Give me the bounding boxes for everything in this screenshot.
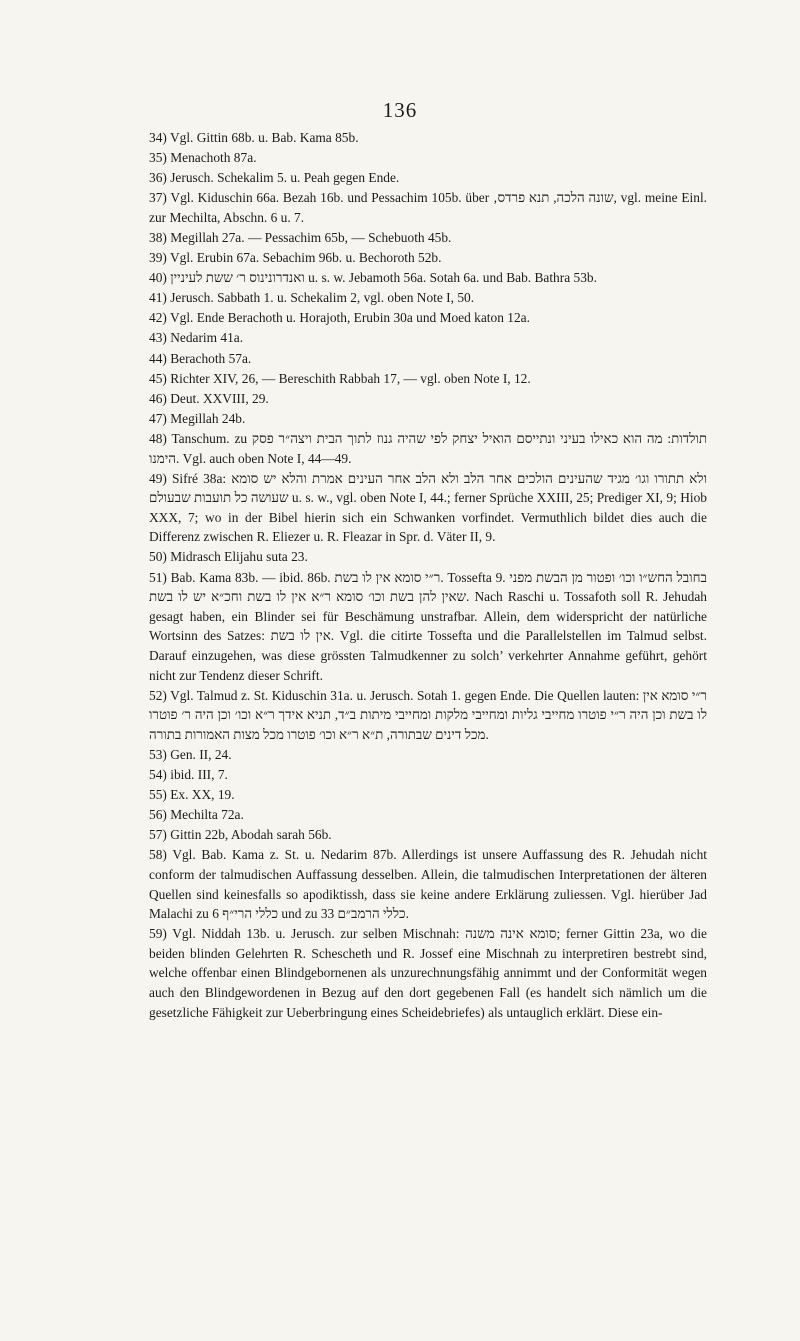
footnote <box>149 268 707 288</box>
footnote <box>149 248 707 268</box>
footnote-number: 41) <box>149 290 167 306</box>
footnote-text: Midrasch Elijahu suta 23. <box>170 549 308 565</box>
footnote-text: Tanschum. zu תולדות: מה הוא כאילו בעיני ונתייסם הואיל יצחק לפי שהיה גנוז לתוך הבית ויצה״ר פסק הימנו. Vgl. auch oben Note I, 44—49. <box>149 430 707 466</box>
footnote <box>149 805 707 825</box>
footnote-text: Vgl. Bab. Kama z. St. u. Nedarim 87b. Allerdings ist unsere Auffassung des R. Jehudah nicht conform der talmudischen Auffassung desselben. Allein, die talmudischen Interpretationen der älteren Quellen sind keinesfalls so apodiktissh, dass sie keine andere Erklärung zuliessen. Vgl. hierüber Jad Malachi zu כללי הרי״ף 6 und zu כללי הרמב״ם 33. <box>149 847 707 922</box>
footnote-text: Sifré 38a: ולא תתורו וגו׳ מגיד שהעינים הולכים אחר הלב ולא הלב אחר העינים אמרת והלא יש סומא שעושה כל תועבות שבעולם u. s. w., vgl. oben Note I, 44.; ferner Sprüche XXIII, 25; Prediger XI, 9; Hiob XXX, 7; wo in der Bibel hierin sich ein Schwanken vorfindet. Vermuthlich bildet dies auch die Differenz zwischen R. Eliezer u. R. Fleazar in Spr. d. Väter II, 9. <box>149 470 707 545</box>
footnote <box>149 409 707 429</box>
footnote-text: Deut. XXVIII, 29. <box>170 390 269 406</box>
footnote-text: Vgl. Talmud z. St. Kiduschin 31a. u. Jerusch. Sotah 1. gegen Ende. Die Quellen lauten: ר״י סומא אין לו בשת וכן היה ר״י פוטרו מחייבי גליות ומחייבי מלקות ומחייבי מיתות ב״ד, תניא אידך ר״א וכו׳ וכן היה ר׳ פוטרו מכל דינים שבתורה, ת״א ר״א וכו׳ פוטרו מכל מצות האמורות בתורה. <box>149 687 707 742</box>
footnote-number: 51) <box>149 569 167 585</box>
footnote <box>149 785 707 805</box>
footnote-text: Jerusch. Schekalim 5. u. Peah gegen Ende. <box>170 170 400 186</box>
footnote-number: 38) <box>149 229 167 245</box>
footnote-text: Vgl. Kiduschin 66a. Bezah 16b. und Pessachim 105b. über ‚שונה הלכה, תנא פרדס, vgl. meine Einl. zur Mechilta, Abschn. 6 u. 7. <box>149 190 708 225</box>
footnote <box>149 369 707 389</box>
footnote-text: Megillah 24b. <box>170 410 246 426</box>
footnote-number: 56) <box>149 807 167 823</box>
footnote-number: 45) <box>149 370 167 386</box>
footnote-text: Ex. XX, 19. <box>170 787 235 803</box>
footnote-number: 48) <box>149 430 167 446</box>
footnote-text: Vgl. Ende Berachoth u. Horajoth, Erubin 30a und Moed katon 12a. <box>169 310 530 326</box>
footnote-text: Gittin 22b, Abodah sarah 56b. <box>170 827 332 843</box>
footnote-number: 40) <box>149 270 167 286</box>
footnote-number: 44) <box>149 350 167 366</box>
footnote-text: ibid. III, 7. <box>170 767 228 782</box>
footnote-number: 42) <box>149 310 167 326</box>
footnote <box>149 288 707 308</box>
footnote <box>149 308 707 328</box>
footnote <box>149 128 707 148</box>
footnote <box>149 429 707 468</box>
footnote <box>149 547 707 567</box>
footnote-number: 36) <box>149 170 167 186</box>
footnote-number: 57) <box>149 827 167 843</box>
footnote-number: 47) <box>149 410 167 426</box>
page-number: 136 <box>382 98 418 122</box>
footnote-text: Mechilta 72a. <box>170 807 244 823</box>
footnote-text: Gen. II, 24. <box>170 746 232 762</box>
footnote <box>149 389 707 409</box>
footnote <box>149 686 707 745</box>
footnote <box>149 469 707 547</box>
footnote <box>149 765 707 785</box>
footnote-number: 39) <box>149 250 167 266</box>
footnote <box>149 168 707 188</box>
footnote <box>149 349 707 369</box>
footnote <box>149 825 707 845</box>
footnote-number: 55) <box>149 787 167 803</box>
footnote-number: 34) <box>149 130 167 145</box>
footnote-text: Berachoth 57a. <box>170 350 252 366</box>
footnote <box>149 568 707 686</box>
footnote-number: 50) <box>149 549 167 565</box>
footnote-text: Menachoth 87a. <box>170 150 257 166</box>
footnote-number: 46) <box>149 390 167 406</box>
footnote-text: ואנדרונינוס ר׳ ששת לעיניין u. s. w. Jebamoth 56a. Sotah 6a. und Bab. Bathra 53b. <box>170 270 597 286</box>
footnote-number: 53) <box>149 746 167 762</box>
footnote-number: 35) <box>149 150 167 166</box>
footnote-number: 54) <box>149 767 167 782</box>
footnote <box>149 148 707 168</box>
footnote-list <box>149 128 707 1023</box>
footnote <box>149 328 707 348</box>
footnote <box>149 845 707 923</box>
footnote <box>149 188 707 227</box>
footnote <box>149 924 707 1022</box>
footnote-number: 49) <box>149 470 167 486</box>
footnote-number: 58) <box>149 847 167 863</box>
footnote-text: Bab. Kama 83b. — ibid. 86b. ר״י סומא אין לו בשת. Tossefta 9. בחובל החש״ו וכו׳ ופטור מן הבשת מפני שאין להן בשת וכו׳ סומא ר״א אין לו בשת וחכ״א יש לו בשת. Nach Raschi u. Tossafoth soll R. Jehudah gesagt haben, ein Blinder sei für Beschämung unstrafbar. Allein, dem widerspricht der natürliche Wortsinn des Satzes: אין לו בשת. Vgl. die citirte Tossefta und die Parallelstellen im Talmud selbst. Darauf einzugehen, was diese grössten Talmudkenner zu solch’ verkehrter Annahme geführt, gehört nicht zur Tendenz dieser Schrift. <box>149 569 707 683</box>
footnote-number: 37) <box>149 190 167 206</box>
footnote <box>149 228 707 248</box>
footnote <box>149 745 707 765</box>
footnote-number: 43) <box>149 330 167 346</box>
footnote-text: Megillah 27a. — Pessachim 65b, — Schebuoth 45b. <box>170 229 452 245</box>
footnote-text: Vgl. Gittin 68b. u. Bab. Kama 85b. <box>169 130 359 145</box>
footnote-text: Vgl. Erubin 67a. Sebachim 96b. u. Bechoroth 52b. <box>169 250 442 266</box>
footnote-number: 52) <box>149 687 167 703</box>
footnote-text: Richter XIV, 26, — Bereschith Rabbah 17, — vgl. oben Note I, 12. <box>170 370 531 386</box>
footnote-number: 59) <box>149 926 167 942</box>
footnote-text: Vgl. Niddah 13b. u. Jerusch. zur selben Mischnah: סומא אינה משנה; ferner Gittin 23a, wo die beiden blinden Gelehrten R. Schescheth und R. Jossef eine Mischnah zu interpretiren bestrebt sind, welche offenbar einen Blindgebornenen als unzurechnungsfähig annimmt und der Conformität wegen auch den Blindgewordenen in Bezug auf den dort gegebenen Fall (es handelt sich nämlich um die gesetzliche Fähigkeit zur Ueberbringung eines Scheidebriefes) als untauglich erklärt. Diese ein- <box>149 926 708 1020</box>
footnote-text: Jerusch. Sabbath 1. u. Schekalim 2, vgl. oben Note I, 50. <box>170 290 475 306</box>
footnote-text: Nedarim 41a. <box>170 330 244 346</box>
